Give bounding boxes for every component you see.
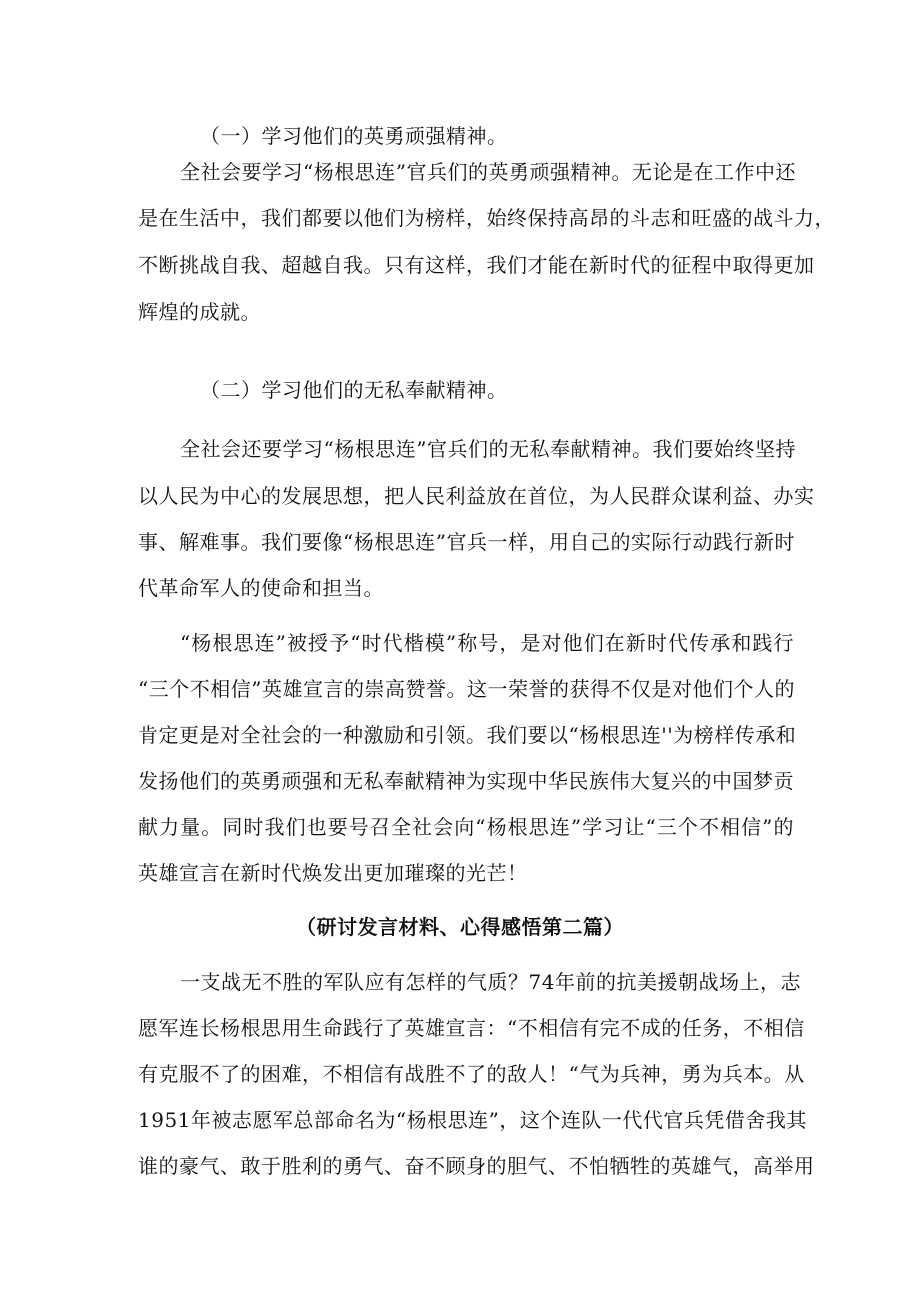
- paragraph-line: 全社会还要学习“杨根思连”官兵们的无私奉献精神。我们要始终坚持: [180, 437, 796, 461]
- paragraph-line: 全社会要学习“杨根思连”官兵们的英勇顽强精神。无论是在工作中还: [180, 160, 796, 184]
- paragraph-line: 献力量。同时我们也要号召全社会向“杨根思连”学习让“三个不相信”的: [138, 815, 794, 839]
- heading-section-1: （一）学习他们的英勇顽强精神。: [200, 124, 508, 148]
- paragraph-line: 谁的豪气、敢于胜利的勇气、奋不顾身的胆气、不怕牺牲的英雄气，高举用: [138, 1154, 815, 1178]
- paragraph-line: “杨根思连”被授予“时代楷模”称号，是对他们在新时代传承和践行: [180, 631, 794, 655]
- paragraph-line: 不断挑战自我、超越自我。只有这样，我们才能在新时代的征程中取得更加: [138, 253, 815, 277]
- paragraph-line: “三个不相信”英雄宣言的崇高赞誉。这一荣誉的获得不仅是对他们个人的: [138, 677, 795, 701]
- paragraph-line: 代革命军人的使命和担当。: [138, 576, 384, 600]
- paragraph-line: 肯定更是对全社会的一种激励和引领。我们要以“杨根思连''为榜样传承和: [138, 723, 797, 747]
- paragraph-line: 是在生活中，我们都要以他们为榜样，始终保持高昂的斗志和旺盛的战斗力，: [138, 206, 835, 230]
- paragraph-line: 英雄宣言在新时代焕发出更加璀璨的光芒！: [138, 861, 528, 885]
- paragraph-line: 以人民为中心的发展思想，把人民利益放在首位，为人民群众谋利益、办实: [138, 484, 815, 508]
- paragraph-line: 发扬他们的英勇顽强和无私奉献精神为实现中华民族伟大复兴的中国梦贡: [138, 769, 794, 793]
- heading-section-2: （二）学习他们的无私奉献精神。: [200, 378, 508, 402]
- paragraph-line: 1951年被志愿军总部命名为“杨根思连”，这个连队一代代官兵凭借舍我其: [138, 1108, 807, 1132]
- paragraph-line: 愿军连长杨根思用生命践行了英雄宣言：“不相信有完不成的任务，不相信: [138, 1016, 805, 1040]
- paragraph-line: 有克服不了的困难，不相信有战胜不了的敌人！“气为兵神，勇为兵本。从: [138, 1062, 805, 1086]
- paragraph-line: 事、解难事。我们要像“杨根思连”官兵一样，用自己的实际行动践行新时: [138, 530, 795, 554]
- section-title: （研讨发言材料、心得感悟第二篇）: [296, 915, 624, 939]
- paragraph-line: 一支战无不胜的军队应有怎样的气质？74年前的抗美援朝战场上，志: [180, 970, 801, 994]
- paragraph-line: 辉煌的成就。: [138, 300, 261, 324]
